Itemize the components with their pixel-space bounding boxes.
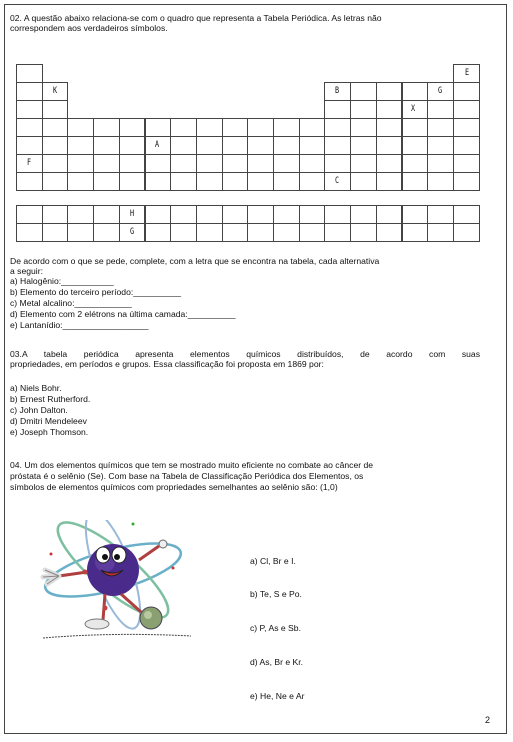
table-cell bbox=[299, 118, 326, 137]
q03-option-c: c) John Dalton. bbox=[10, 405, 68, 415]
fill-item-c: c) Metal alcalino:____________ bbox=[10, 298, 132, 308]
table-cell bbox=[350, 154, 377, 173]
table-cell bbox=[402, 154, 429, 173]
table-cell bbox=[247, 154, 274, 173]
table-cell bbox=[145, 154, 172, 173]
q04-option-b: b) Te, S e Po. bbox=[250, 589, 302, 600]
table-cell bbox=[16, 172, 43, 191]
table-cell bbox=[376, 154, 403, 173]
table-cell bbox=[299, 136, 326, 155]
instructions-line-1: De acordo com o que se pede, complete, com a letra que se encontra na tabela, cada alternativa bbox=[10, 256, 380, 266]
table-cell bbox=[196, 154, 223, 173]
table-cell bbox=[67, 136, 94, 155]
q03-line-2: propriedades, em períodos e grupos. Essa classificação foi proposta em 1869 por: bbox=[10, 359, 324, 369]
cell-letter-e: E bbox=[464, 68, 470, 78]
table-cell bbox=[93, 172, 120, 191]
table-cell bbox=[324, 136, 351, 155]
q03-line-1: 03.A tabela periódica apresenta elementos químicos distribuídos, de acordo com suas bbox=[10, 349, 480, 359]
cell-letter-g: G bbox=[437, 86, 443, 96]
table-cell bbox=[402, 223, 429, 242]
table-cell bbox=[145, 205, 172, 224]
table-cell bbox=[273, 136, 300, 155]
table-cell bbox=[453, 154, 480, 173]
table-cell bbox=[324, 100, 351, 119]
table-cell bbox=[376, 82, 403, 101]
table-cell bbox=[324, 223, 351, 242]
table-cell bbox=[427, 172, 454, 191]
table-cell bbox=[16, 223, 43, 242]
q03-option-a: a) Niels Bohr. bbox=[10, 383, 62, 393]
page-number: 2 bbox=[484, 715, 490, 725]
table-cell bbox=[42, 118, 69, 137]
fill-item-a: a) Halogênio:___________ bbox=[10, 276, 114, 286]
table-cell bbox=[42, 223, 69, 242]
q04-line-1: 04. Um dos elementos químicos que tem se mostrado muito eficiente no combate ao câncer de bbox=[10, 460, 374, 470]
instructions-line-2: a seguir: bbox=[10, 266, 43, 276]
table-cell bbox=[170, 118, 197, 137]
table-cell bbox=[273, 172, 300, 191]
table-cell bbox=[196, 205, 223, 224]
table-cell bbox=[427, 223, 454, 242]
table-cell bbox=[170, 154, 197, 173]
table-cell bbox=[402, 205, 429, 224]
table-cell bbox=[16, 64, 43, 83]
table-cell bbox=[247, 118, 274, 137]
table-cell bbox=[453, 172, 480, 191]
q03-option-e: e) Joseph Thomson. bbox=[10, 427, 89, 437]
table-cell bbox=[170, 136, 197, 155]
table-cell bbox=[222, 205, 249, 224]
table-cell bbox=[222, 223, 249, 242]
table-cell bbox=[376, 223, 403, 242]
table-cell bbox=[273, 223, 300, 242]
table-cell bbox=[247, 205, 274, 224]
table-cell bbox=[93, 118, 120, 137]
table-cell bbox=[376, 205, 403, 224]
table-cell bbox=[273, 154, 300, 173]
q04-option-e: e) He, Ne e Ar bbox=[250, 691, 305, 702]
table-cell bbox=[67, 172, 94, 191]
cell-letter-h: H bbox=[129, 209, 135, 219]
f-block-grid bbox=[16, 205, 482, 241]
table-cell bbox=[67, 154, 94, 173]
table-cell bbox=[196, 223, 223, 242]
q04-option-a: a) Cl, Br e I. bbox=[250, 555, 296, 566]
table-cell bbox=[42, 100, 69, 119]
table-cell bbox=[222, 136, 249, 155]
cell-letter-k: K bbox=[52, 86, 58, 96]
table-cell bbox=[170, 172, 197, 191]
table-cell bbox=[196, 136, 223, 155]
cell-letter-x: X bbox=[410, 104, 416, 114]
table-cell bbox=[67, 223, 94, 242]
table-cell bbox=[170, 223, 197, 242]
table-cell bbox=[42, 172, 69, 191]
q04-line-3: símbolos de elementos químicos com propriedades semelhantes ao selênio são: (1,0) bbox=[10, 482, 338, 492]
table-cell bbox=[247, 172, 274, 191]
table-cell bbox=[42, 154, 69, 173]
cell-letter-a: A bbox=[154, 140, 160, 150]
table-cell bbox=[350, 136, 377, 155]
table-cell bbox=[16, 136, 43, 155]
table-cell bbox=[324, 154, 351, 173]
table-cell bbox=[427, 118, 454, 137]
cell-letter-c: C bbox=[334, 176, 340, 186]
table-cell bbox=[299, 223, 326, 242]
q04-option-c: c) P, As e Sb. bbox=[250, 623, 301, 634]
table-cell bbox=[222, 172, 249, 191]
table-cell bbox=[350, 100, 377, 119]
table-cell bbox=[324, 118, 351, 137]
table-cell bbox=[170, 205, 197, 224]
q03-option-b: b) Ernest Rutherford. bbox=[10, 394, 91, 404]
table-cell bbox=[16, 205, 43, 224]
table-cell bbox=[67, 205, 94, 224]
atom-mascot-illustration bbox=[23, 520, 203, 642]
table-cell bbox=[350, 82, 377, 101]
q03-option-d: d) Dmitri Mendeleev bbox=[10, 416, 87, 426]
fill-item-e: e) Lantanídio:__________________ bbox=[10, 320, 149, 330]
table-cell bbox=[324, 205, 351, 224]
table-cell bbox=[299, 154, 326, 173]
table-cell bbox=[222, 154, 249, 173]
table-cell bbox=[402, 136, 429, 155]
table-cell bbox=[16, 118, 43, 137]
table-cell bbox=[453, 82, 480, 101]
table-cell bbox=[427, 154, 454, 173]
table-cell bbox=[196, 118, 223, 137]
document-page bbox=[4, 4, 507, 734]
q04-line-2: próstata é o selênio (Se). Com base na Tabela de Classificação Periódica dos Elementos, os bbox=[10, 471, 364, 481]
table-cell bbox=[93, 154, 120, 173]
table-cell bbox=[376, 136, 403, 155]
table-cell bbox=[376, 172, 403, 191]
q02-line-2: correspondem aos verdadeiros símbolos. bbox=[10, 23, 168, 33]
table-cell bbox=[145, 118, 172, 137]
table-cell bbox=[16, 100, 43, 119]
table-cell bbox=[350, 172, 377, 191]
q04-options bbox=[250, 533, 304, 725]
table-cell bbox=[93, 205, 120, 224]
table-cell bbox=[402, 118, 429, 137]
table-cell bbox=[93, 223, 120, 242]
table-cell bbox=[453, 136, 480, 155]
table-cell bbox=[453, 205, 480, 224]
table-cell bbox=[119, 154, 146, 173]
table-cell bbox=[67, 118, 94, 137]
cell-letter-f: F bbox=[26, 158, 32, 168]
table-cell bbox=[376, 118, 403, 137]
table-cell bbox=[273, 205, 300, 224]
table-cell bbox=[427, 205, 454, 224]
fill-item-b: b) Elemento do terceiro período:__________ bbox=[10, 287, 182, 297]
table-cell bbox=[42, 205, 69, 224]
table-cell bbox=[453, 223, 480, 242]
periodic-table-grid bbox=[16, 64, 482, 190]
fill-item-d: d) Elemento com 2 elétrons na última camada:__________ bbox=[10, 309, 236, 319]
table-cell bbox=[402, 82, 429, 101]
table-cell bbox=[119, 136, 146, 155]
table-cell bbox=[222, 118, 249, 137]
q04-option-d: d) As, Br e Kr. bbox=[250, 657, 304, 668]
table-cell bbox=[453, 118, 480, 137]
table-cell bbox=[402, 172, 429, 191]
table-cell bbox=[453, 100, 480, 119]
table-cell bbox=[145, 172, 172, 191]
table-cell bbox=[299, 205, 326, 224]
table-cell bbox=[427, 100, 454, 119]
table-cell bbox=[350, 205, 377, 224]
table-cell bbox=[247, 136, 274, 155]
table-cell bbox=[196, 172, 223, 191]
table-cell bbox=[350, 118, 377, 137]
table-cell bbox=[16, 82, 43, 101]
table-cell bbox=[376, 100, 403, 119]
table-cell bbox=[247, 223, 274, 242]
table-cell bbox=[350, 223, 377, 242]
q02-line-1: 02. A questão abaixo relaciona-se com o quadro que representa a Tabela Periódica. As letras não bbox=[10, 13, 382, 23]
table-cell bbox=[299, 172, 326, 191]
table-cell bbox=[42, 136, 69, 155]
cell-letter-b: B bbox=[334, 86, 340, 96]
table-cell bbox=[119, 118, 146, 137]
cell-letter-g-fblock: G bbox=[129, 227, 135, 237]
table-cell bbox=[427, 136, 454, 155]
table-cell bbox=[93, 136, 120, 155]
table-cell bbox=[273, 118, 300, 137]
table-cell bbox=[119, 172, 146, 191]
table-cell bbox=[145, 223, 172, 242]
